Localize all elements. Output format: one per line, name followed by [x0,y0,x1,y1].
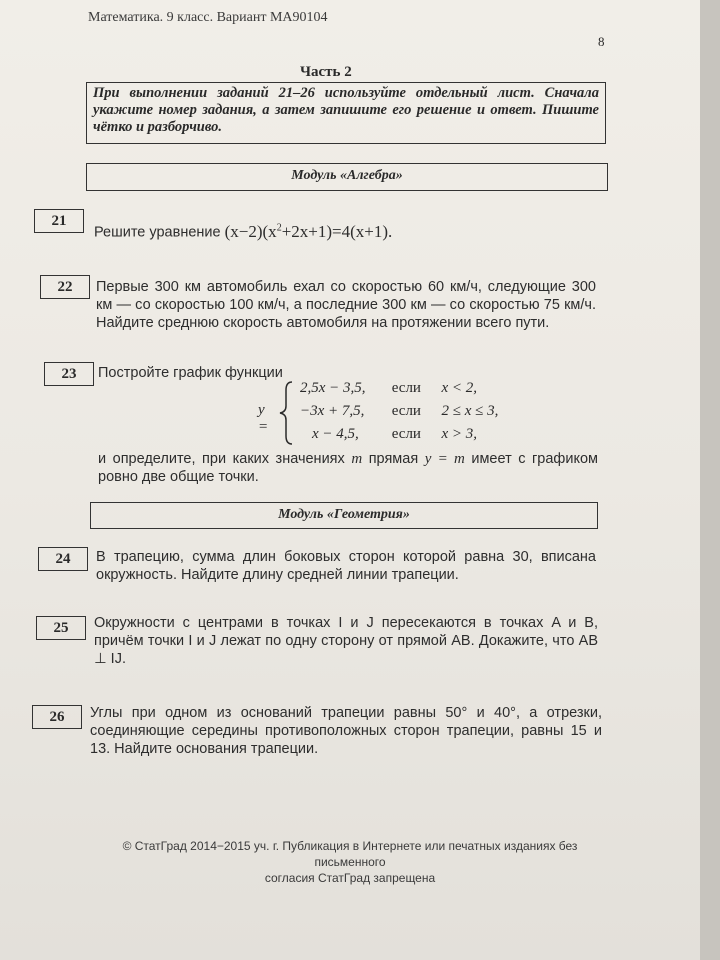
copyright-footer [90,838,610,886]
task-24-text: В трапецию, сумма длин боковых сторон которой равна 30, вписана окружность. Найдите длину средней линии трапеции. [96,549,596,583]
piecewise-case-1: 2,5x − 3,5, если x < 2, [300,380,478,396]
task-21-equation: $(x-2)(x^2+2x+1)=4(x+1)$. [224,221,393,241]
task-22-number: 22 [40,275,90,299]
instruction-box: При выполнении заданий 21–26 используйте отдельный лист. Сначала укажите номер задания, а затем запишите его решение и ответ. Пишите чётко и разборчиво. [86,82,606,144]
task-23-question: и определите, при каких значениях m прямая y = m имеет с графиком ровно две общие точки. [98,451,599,485]
page-header: Математика. 9 класс. Вариант МА90104 [88,10,328,25]
footer-line-1: © СтатГрад 2014−2015 уч. г. Публикация в Интернете или печатных изданиях без письменного [122,839,578,869]
piecewise-case-2: −3x + 7,5, если 2 ≤ x ≤ 3, [300,403,499,419]
background-edge [700,0,720,960]
task-26-text: Углы при одном из оснований трапеции равны 50° и 40°, а отрезки, соединяющие середины противоположных сторон трапеции, равны 15 и 13. Найдите основания трапеции. [90,705,602,757]
task-23-text: Постройте график функции [98,365,283,381]
piecewise-y-label: y = [258,402,269,435]
module-geometry-heading: Модуль «Геометрия» [90,502,598,529]
task-26-number: 26 [32,705,82,729]
footer-line-2: согласия СтатГрад запрещена [264,871,436,885]
task-22-text: Первые 300 км автомобиль ехал со скоростью 60 км/ч, следующие 300 км — со скоростью 100 км/ч, а последние 300 км — со скоростью 75 км/ч. Найдите среднюю скорость автомобиля на протяжении всего пути. [96,279,596,331]
task-21-text: Решите уравнение [94,224,221,241]
page-number: 8 [598,34,605,49]
task-25-number: 25 [36,616,86,640]
left-brace-icon [278,380,296,446]
module-algebra-heading: Модуль «Алгебра» [86,163,608,191]
piecewise-case-3: x − 4,5, если x > 3, [312,426,478,442]
task-21-number: 21 [34,209,84,233]
task-21 [94,219,614,242]
task-23-number: 23 [44,362,94,386]
part-title: Часть 2 [300,64,352,80]
task-24-number: 24 [38,547,88,571]
task-25-text: Окружности с центрами в точках I и J пересекаются в точках A и B, причём точки I и J лежат по одну сторону от прямой AB. Докажите, что AB ⊥ IJ. [94,615,598,667]
